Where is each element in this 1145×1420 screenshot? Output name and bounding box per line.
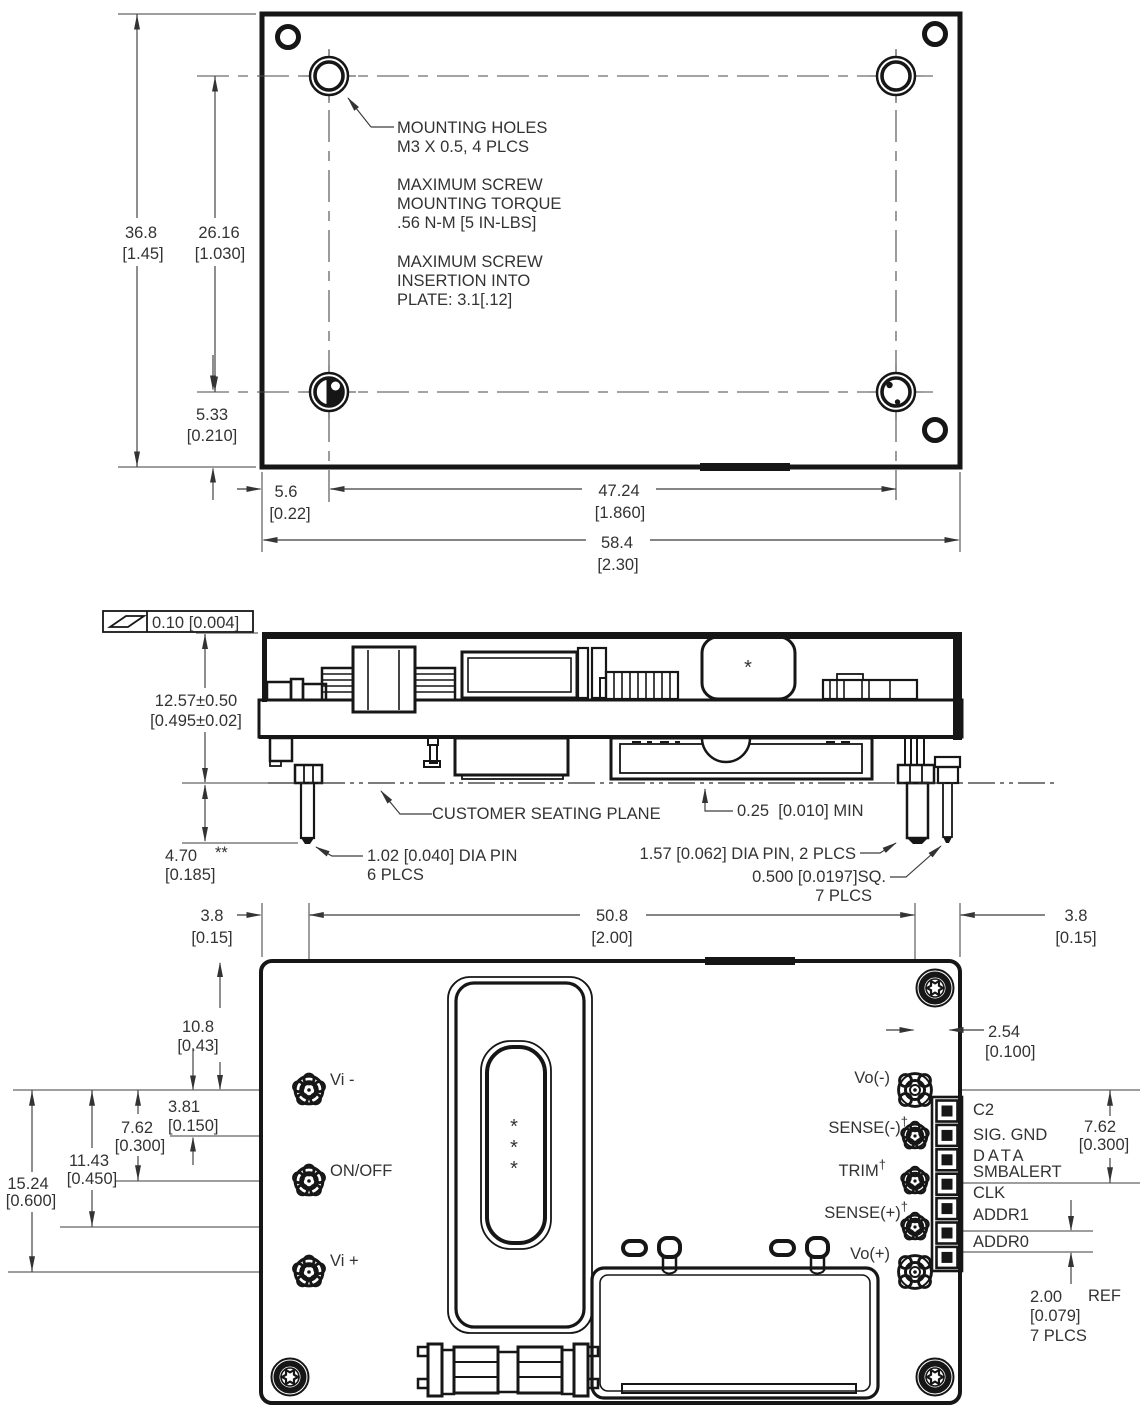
drawing-rect [705, 957, 795, 965]
drawing-path [301, 838, 314, 844]
drawing-circle [886, 382, 892, 388]
drawing-rect [270, 738, 292, 761]
drawing-use [272, 1359, 309, 1396]
dim-row3-in: [0.450] [66, 1170, 118, 1188]
dim-edge-right-mm: 3.8 [1064, 907, 1088, 925]
label-c2: C2 [973, 1101, 995, 1119]
dim-width-in: [2.30] [597, 556, 639, 574]
side-under-assembly [611, 738, 872, 779]
pin-dia-small-plcs: 6 PLCS [367, 866, 424, 884]
note-insertion-line2: INSERTION INTO [397, 272, 531, 290]
dim-hole-bottom-mm: 5.33 [195, 406, 229, 424]
dim-edge-left-mm: 3.8 [200, 907, 224, 925]
pin-square-plcs: 7 PLCS [815, 887, 872, 905]
dim-holes-h-mm: 47.24 [598, 482, 640, 500]
corner-screw-bottom-left [272, 1359, 309, 1396]
dim-sig-span-mm: 7.62 [1083, 1118, 1117, 1136]
drawing-use [302, 49, 356, 103]
pin-dia-small-label: 1.02 [0.040] DIA PIN [367, 847, 518, 865]
side-pin-right-round [898, 765, 934, 844]
label-smbalert: SMBALERT [973, 1163, 1062, 1181]
top-view-notes [397, 119, 561, 309]
drawing-rect [700, 463, 790, 471]
drawing-rect [262, 632, 962, 639]
drawing-rect [353, 647, 415, 712]
dim-holes-v-mm: 26.16 [198, 224, 240, 242]
drawing-rect [262, 14, 960, 467]
top-view-dimension-text [122, 224, 645, 574]
corner-pin-circle [278, 27, 299, 48]
drawing-path [702, 738, 750, 762]
label-sense-pos-text: SENSE(+) [824, 1204, 901, 1222]
dim-pitch-plcs: 7 PLCS [1030, 1327, 1087, 1345]
dim-edge-right-in: [0.15] [1055, 929, 1097, 947]
drawing-path [316, 847, 363, 856]
drawing-use [917, 1359, 954, 1396]
label-addr1: ADDR1 [973, 1206, 1029, 1224]
dim-sig-span-in: [0.300] [1078, 1136, 1130, 1154]
dim-row3-mm: 11.43 [68, 1152, 110, 1170]
flatness-callout [103, 611, 253, 632]
drawing-use [917, 970, 954, 1007]
dim-pin-length-in: [0.185] [165, 866, 216, 884]
corner-screw-top-right [917, 970, 954, 1007]
slot-asterisk-1: * [510, 1116, 518, 1138]
side-view-text [150, 692, 886, 905]
output-pin-vo-pos [899, 1256, 932, 1289]
side-component-box [462, 652, 577, 698]
dim-row4-in: [0.600] [5, 1192, 57, 1210]
drawing-rect [907, 783, 928, 838]
note-insertion-line1: MAXIMUM SCREW [397, 253, 543, 271]
label-addr0: ADDR0 [973, 1233, 1029, 1251]
side-right-comb [823, 674, 917, 699]
drawing-rect [291, 679, 303, 700]
drawing-rect [942, 1154, 953, 1165]
drawing-rect [462, 775, 563, 779]
dim-holes-h-in: [1.860] [594, 504, 646, 522]
label-trim-text: TRIM [838, 1162, 879, 1180]
dim-pitch-mm: 2.00 [1030, 1288, 1063, 1306]
dim-module-height-in: [0.495±0.02] [150, 712, 242, 730]
component-asterisk: * [744, 657, 752, 679]
dim-row2-mm: 7.62 [120, 1119, 154, 1137]
bottom-view [6, 903, 1140, 1403]
drawing-rect [270, 761, 281, 766]
dim-pin-span-in: [2.00] [591, 929, 633, 947]
mounting-holes-leader [348, 98, 394, 127]
top-view-centerlines [194, 50, 933, 505]
note-torque-line3: .56 N-M [5 IN-LBS] [397, 214, 537, 232]
drawing-rect [935, 757, 960, 767]
dim-hole-left-mm: 5.6 [274, 483, 298, 501]
mounting-hole-bottom-left [302, 365, 356, 419]
label-vi-neg: Vi - [330, 1071, 355, 1089]
corner-pin-circle [925, 420, 946, 441]
side-comb-component [600, 672, 678, 699]
side-under-component [455, 738, 568, 775]
label-vo-pos: Vo(+) [850, 1245, 890, 1263]
drawing-path [890, 846, 941, 877]
drawing-rect [468, 658, 571, 692]
dim-row4-mm: 15.24 [7, 1175, 49, 1193]
drawing-rect [943, 783, 952, 837]
drawing-rect [942, 1228, 953, 1239]
corner-pin-circle [925, 24, 946, 45]
drawing-rect [942, 1252, 953, 1263]
dim-edge-left-in: [0.15] [191, 929, 233, 947]
slot-asterisk-2: * [510, 1137, 518, 1159]
drawing-use [869, 49, 923, 103]
drawing-path [705, 789, 733, 811]
flatness-symbol-icon [110, 616, 144, 627]
side-transformer [322, 647, 455, 712]
drawing-rect [415, 668, 455, 700]
drawing-rect [267, 682, 291, 700]
drawing-path [381, 791, 432, 814]
side-view-dimension-lines [205, 634, 941, 877]
dim-row1-mm: 3.81 [168, 1098, 201, 1116]
dim-hole-left-in: [0.22] [269, 505, 311, 523]
drawing-rect [942, 1179, 953, 1190]
note-insertion-line3: PLATE: 3.1[.12] [397, 291, 513, 309]
drawing-rect [301, 783, 314, 838]
dim-hole-bottom-in: [0.210] [186, 427, 238, 445]
dim-pin-length-note: ** [215, 844, 228, 862]
bottom-view-outline [261, 957, 960, 1403]
drawing-path [907, 838, 928, 844]
label-vo-neg: Vo(-) [854, 1069, 890, 1087]
label-sense-neg-text: SENSE(-) [828, 1119, 901, 1137]
drawing-rect [917, 738, 924, 765]
dim-width-mm: 58.4 [600, 534, 634, 552]
drawing-rect [578, 648, 588, 698]
connector-pin-labels [973, 1101, 1062, 1251]
side-pin-left [295, 765, 322, 844]
mounting-hole-top-left [302, 49, 356, 103]
top-view-dimension-lines [118, 14, 960, 552]
dim-pitch-ref: REF [1088, 1287, 1121, 1305]
mounting-hole-bottom-right [869, 365, 923, 419]
side-view [103, 611, 1058, 905]
label-data: DATA [973, 1147, 1027, 1165]
drawing-circle [895, 399, 900, 404]
output-pin-vo-neg [899, 1074, 932, 1107]
dagger-mark: † [900, 1114, 908, 1129]
dagger-mark: † [878, 1157, 886, 1172]
dim-pitch-in: [0.079] [1030, 1307, 1081, 1325]
top-view-outline [262, 14, 960, 471]
flatness-value: 0.10 [0.004] [152, 614, 240, 632]
note-mounting-line1: MOUNTING HOLES [397, 119, 548, 137]
dim-row1-in: [0.150] [168, 1117, 219, 1135]
drawing-use [899, 1256, 932, 1289]
side-pin-square [935, 757, 960, 843]
dim-top-in: [0.43] [177, 1037, 219, 1055]
drawing-rect [428, 738, 438, 745]
drawing-rect [905, 738, 911, 765]
corner-screw-bottom-right [917, 1359, 954, 1396]
dim-conn-offset-in: [0.100] [985, 1043, 1036, 1061]
dim-height-mm: 36.8 [124, 224, 158, 242]
drawing-rect [606, 672, 678, 699]
drawing-rect [898, 765, 934, 783]
seating-plane-label: CUSTOMER SEATING PLANE [432, 805, 661, 823]
drawing-rect [938, 767, 958, 783]
drawing-circle [331, 382, 340, 391]
note-mounting-line2: M3 X 0.5, 4 PLCS [397, 138, 530, 156]
label-sig-gnd: SIG. GND [973, 1126, 1048, 1144]
min-clearance-label: 0.25 [0.010] MIN [737, 802, 864, 820]
drawing-use [899, 1074, 932, 1107]
dim-module-height-mm: 12.57±0.50 [154, 692, 238, 710]
dim-row2-in: [0.300] [114, 1137, 166, 1155]
note-torque-line1: MAXIMUM SCREW [397, 176, 543, 194]
drawing-rect [261, 961, 960, 1403]
dim-pin-length-mm: 4.70 [165, 847, 198, 865]
dim-conn-offset-mm: 2.54 [988, 1023, 1021, 1041]
label-clk: CLK [973, 1184, 1006, 1202]
dim-height-in: [1.45] [122, 245, 164, 263]
slot-asterisk-3: * [510, 1158, 518, 1180]
drawing-rect [295, 765, 322, 783]
pin-square-label: 0.500 [0.0197]SQ. [752, 868, 886, 886]
drawing-path [860, 843, 896, 853]
label-onoff: ON/OFF [330, 1162, 393, 1180]
dim-holes-v-in: [1.030] [194, 245, 246, 263]
drawing-rect [942, 1203, 953, 1214]
mounting-hole-top-right [869, 49, 923, 103]
drawing-use [869, 365, 923, 419]
top-view [118, 14, 960, 574]
pin-dia-large-label: 1.57 [0.062] DIA PIN, 2 PLCS [639, 845, 856, 863]
drawing-rect [942, 1130, 953, 1141]
note-torque-line2: MOUNTING TORQUE [397, 195, 562, 213]
side-marked-component [702, 637, 795, 699]
label-vi-pos: Vi + [330, 1252, 359, 1270]
drawing-rect [942, 1106, 953, 1117]
drawing-path [348, 98, 371, 127]
dim-pin-span-mm: 50.8 [595, 907, 629, 925]
dagger-mark: † [900, 1199, 908, 1214]
dim-top-mm: 10.8 [181, 1018, 215, 1036]
drawing-path [943, 837, 952, 843]
